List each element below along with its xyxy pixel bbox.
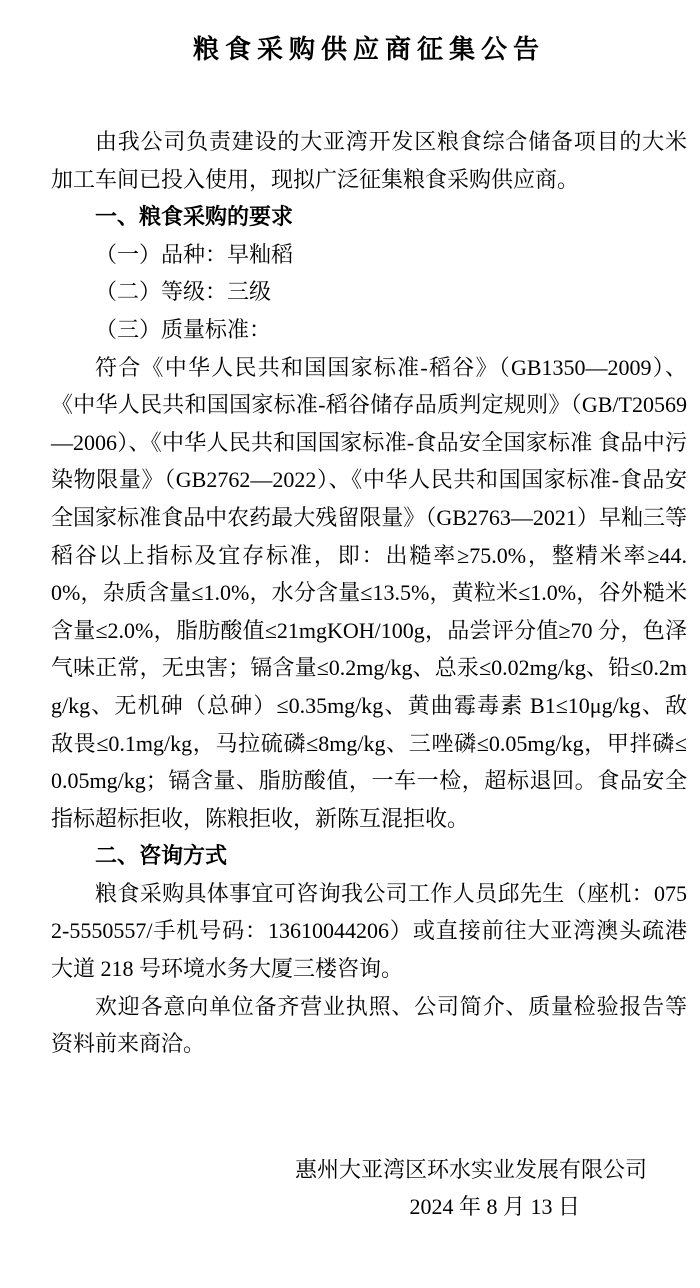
item-grade: （二）等级：三级 [95, 279, 272, 305]
section-2-heading: 二、咨询方式 [95, 843, 228, 869]
intro-paragraph: 由我公司负责建设的大亚湾开发区粮食综合储备项目的大米加工车间已投入使用，现拟广泛征集粮食采购供应商。 [51, 129, 687, 192]
document-body [51, 123, 687, 1063]
section-1-heading: 一、粮食采购的要求 [95, 204, 294, 230]
signature-company-name: 惠州大亚湾区环水实业发展有限公司 [294, 1156, 647, 1182]
signature-block [51, 1151, 687, 1226]
contact-paragraph: 粮食采购具体事宜可咨询我公司工作人员邱先生（座机：0752-5550557/手机号码：13610044206）或直接前往大亚湾澳头疏港大道 218 号环境水务大厦三楼咨询。 [51, 880, 687, 982]
document-title: 粮食采购供应商征集公告 [192, 35, 545, 64]
item-variety: （一）品种：早籼稻 [95, 241, 294, 267]
signature-date: 2024 年 8 月 13 日 [409, 1194, 580, 1220]
quality-standard-paragraph: 符合《中华人民共和国国家标准-稻谷》（GB1350—2009）、《中华人民共和国国家标准-稻谷储存品质判定规则》（GB/T20569—2006）、《中华人民共和国国家标准-食品安全国家标准 食品中污染物限量》（GB2762—2022）、《中华人民共和国国家标准-食品安全国家标准食品中农药最大残留限量》（GB2763—2021）早籼三等稻谷以上指标及宜存标准，即：出糙率≥75.0%，整精米率≥44.0%，杂质含量≤1.0%，水分含量≤13.5%，黄粒米≤1.0%，谷外糙米含量≤2.0%，脂肪酸值≤21mgKOH/100g，品尝评分值≥70 分，色泽气味正常，无虫害；镉含量≤0.2mg/kg、总汞≤0.02mg/kg、铅≤0.2mg/kg、无机砷（总砷）≤0.35mg/kg、黄曲霉毒素 B1≤10μg/kg、敌敌畏≤0.1mg/kg，马拉硫磷≤8mg/kg、三唑磷≤0.05mg/kg，甲拌磷≤0.05mg/kg；镉含量、脂肪酸值，一车一检，超标退回。食品安全指标超标拒收，陈粮拒收，新陈互混拒收。 [51, 354, 687, 831]
welcome-paragraph: 欢迎各意向单位备齐营业执照、公司简介、质量检验报告等资料前来商洽。 [51, 993, 687, 1057]
item-quality-standard-label: （三）质量标准： [95, 316, 272, 342]
